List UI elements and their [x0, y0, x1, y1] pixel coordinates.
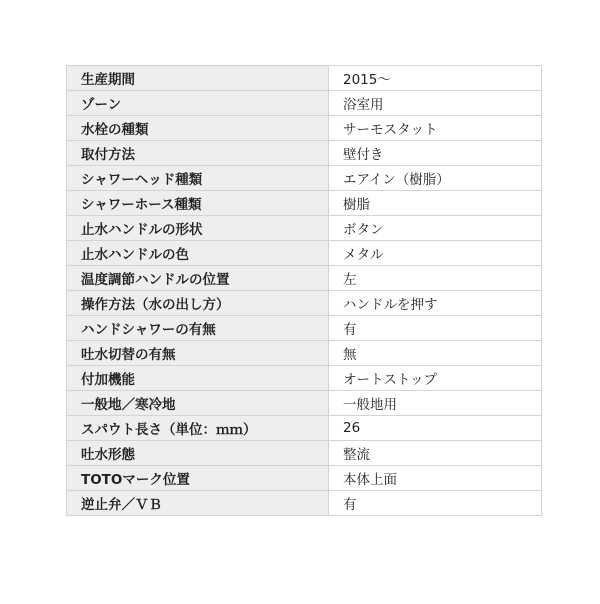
row-value: 左: [329, 266, 542, 291]
row-label: 水栓の種類: [67, 116, 329, 141]
row-value: 壁付き: [329, 141, 542, 166]
row-value: 整流: [329, 441, 542, 466]
table-row: [67, 116, 542, 141]
row-value: オートストップ: [329, 366, 542, 391]
row-label: スパウト長さ（単位：ｍｍ）: [67, 416, 329, 441]
table-row: [67, 191, 542, 216]
row-value: 有: [329, 316, 542, 341]
row-label: ゾーン: [67, 91, 329, 116]
table-row: [67, 166, 542, 191]
spec-table-body: [67, 66, 542, 516]
row-label: シャワーホース種類: [67, 191, 329, 216]
table-row: [67, 291, 542, 316]
row-value: 浴室用: [329, 91, 542, 116]
row-value: 一般地用: [329, 391, 542, 416]
table-row: [67, 66, 542, 91]
table-row: [67, 266, 542, 291]
row-label: 付加機能: [67, 366, 329, 391]
row-label: 止水ハンドルの形状: [67, 216, 329, 241]
table-row: [67, 141, 542, 166]
row-label: 取付方法: [67, 141, 329, 166]
table-row: [67, 316, 542, 341]
row-label: ハンドシャワーの有無: [67, 316, 329, 341]
row-value: エアイン（樹脂）: [329, 166, 542, 191]
row-label: 一般地／寒冷地: [67, 391, 329, 416]
row-label: 逆止弁／ＶＢ: [67, 491, 329, 516]
row-value: 無: [329, 341, 542, 366]
row-value: メタル: [329, 241, 542, 266]
row-value: 有: [329, 491, 542, 516]
table-row: [67, 416, 542, 441]
row-label: シャワーヘッド種類: [67, 166, 329, 191]
row-value: 2015～: [329, 66, 542, 91]
table-row: [67, 491, 542, 516]
table-row: [67, 441, 542, 466]
row-value: 26: [329, 416, 542, 441]
row-value: ボタン: [329, 216, 542, 241]
row-label: 生産期間: [67, 66, 329, 91]
row-value: 本体上面: [329, 466, 542, 491]
spec-table: [66, 65, 542, 516]
row-value: 樹脂: [329, 191, 542, 216]
table-row: [67, 216, 542, 241]
table-row: [67, 341, 542, 366]
row-label: TOTOマーク位置: [67, 466, 329, 491]
row-label: 止水ハンドルの色: [67, 241, 329, 266]
table-row: [67, 366, 542, 391]
row-label: 温度調節ハンドルの位置: [67, 266, 329, 291]
row-value: ハンドルを押す: [329, 291, 542, 316]
row-label: 操作方法（水の出し方）: [67, 291, 329, 316]
row-label: 吐水形態: [67, 441, 329, 466]
table-row: [67, 466, 542, 491]
row-label: 吐水切替の有無: [67, 341, 329, 366]
table-row: [67, 91, 542, 116]
table-row: [67, 391, 542, 416]
row-value: サーモスタット: [329, 116, 542, 141]
table-row: [67, 241, 542, 266]
